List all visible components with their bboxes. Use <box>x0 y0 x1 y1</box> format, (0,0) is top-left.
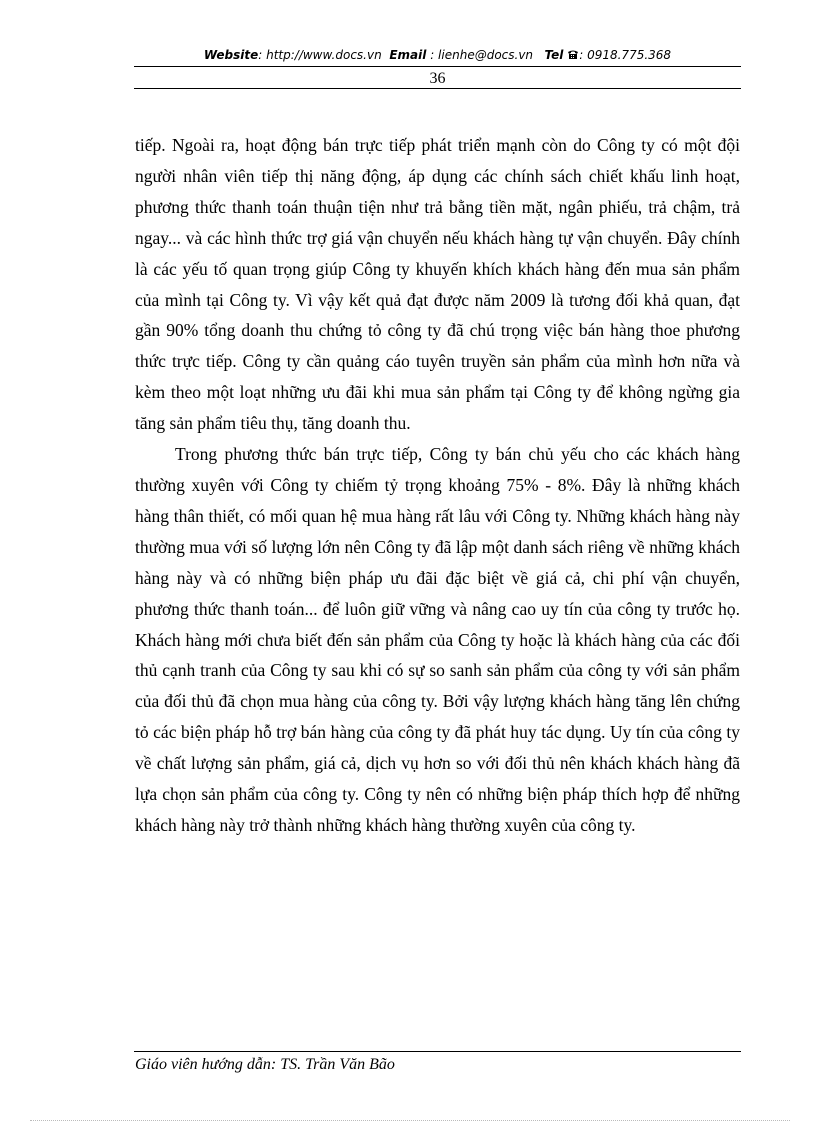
paragraph-1: tiếp. Ngoài ra, hoạt động bán trực tiếp phát triển mạnh còn do Công ty có một đội người nhân viên tiếp thị năng động, áp dụng các chính sách chiết khấu linh hoạt, phương thức thanh toán thuận tiện như trả bằng tiền mặt, ngân phiếu, trả chậm, trả ngay... và các hình thức trợ giá vận chuyển nếu khách hàng tự vận chuyển. Đây chính là các yếu tố quan trọng giúp Công ty khuyến khích khách hàng đến mua sản phẩm của mình tại Công ty. Vì vậy kết quả đạt được năm 2009 là tương đối khả quan, đạt gần 90% tổng doanh thu chứng tỏ công ty đã chú trọng việc bán hàng thoe phương thức trực tiếp. Công ty cần quảng cáo tuyên truyền sản phẩm của mình hơn nữa và kèm theo một loạt những ưu đãi khi mua sản phẩm tại Công ty để không ngừng gia tăng sản phẩm tiêu thụ, tăng doanh thu. <box>135 135 740 434</box>
phone-icon <box>567 48 579 62</box>
page-number-rule <box>134 88 741 89</box>
paragraph-2: Trong phương thức bán trực tiếp, Công ty bán chủ yếu cho các khách hàng thường xuyên với Công ty chiếm tỷ trọng khoảng 75% - 8%. Đây là những khách hàng thân thiết, có mối quan hệ mua hàng rất lâu với Công ty. Những khách hàng này thường mua với số lượng lớn nên Công ty đã lập một danh sách riêng về những khách hàng này và có những biện pháp ưu đãi đặc biệt về giá cả, chi phí vận chuyển, phương thức thanh toán... để luôn giữ vững và nâng cao uy tín của công ty trước họ. Khách hàng mới chưa biết đến sản phẩm của Công ty hoặc là khách hàng của các đối thủ cạnh tranh của Công ty sau khi có sự so sanh sản phẩm của công ty với sản phẩm của đối thủ đã chọn mua hàng của công ty. Bởi vậy lượng khách hàng tăng lên chứng tỏ các biện pháp hỗ trợ bán hàng của công ty đã phát huy tác dụng. Uy tín của công ty về chất lượng sản phẩm, giá cả, dịch vụ hơn so với đối thủ nên khách khách hàng đã lựa chọn sản phẩm của công ty. Công ty nên có những biện pháp thích hợp để những khách hàng này trở thành những khách hàng thường xuyên của công ty. <box>135 444 740 835</box>
email-address: : lienhe@docs.vn <box>430 48 534 62</box>
body-text <box>135 130 740 841</box>
footer-supervisor: Giáo viên hướng dẫn: TS. Trần Văn Bão <box>135 1056 395 1073</box>
email-label: Email <box>389 48 427 62</box>
website-label: Website <box>203 48 259 62</box>
page-header <box>134 48 741 62</box>
page-bottom-border <box>30 1120 790 1121</box>
tel-label: Tel <box>544 48 564 62</box>
header-rule <box>134 66 741 67</box>
page-number: 36 <box>429 70 446 87</box>
footer-rule <box>134 1051 741 1052</box>
tel-number: : 0918.775.368 <box>579 48 672 62</box>
website-url: : http://www.docs.vn <box>258 48 382 62</box>
